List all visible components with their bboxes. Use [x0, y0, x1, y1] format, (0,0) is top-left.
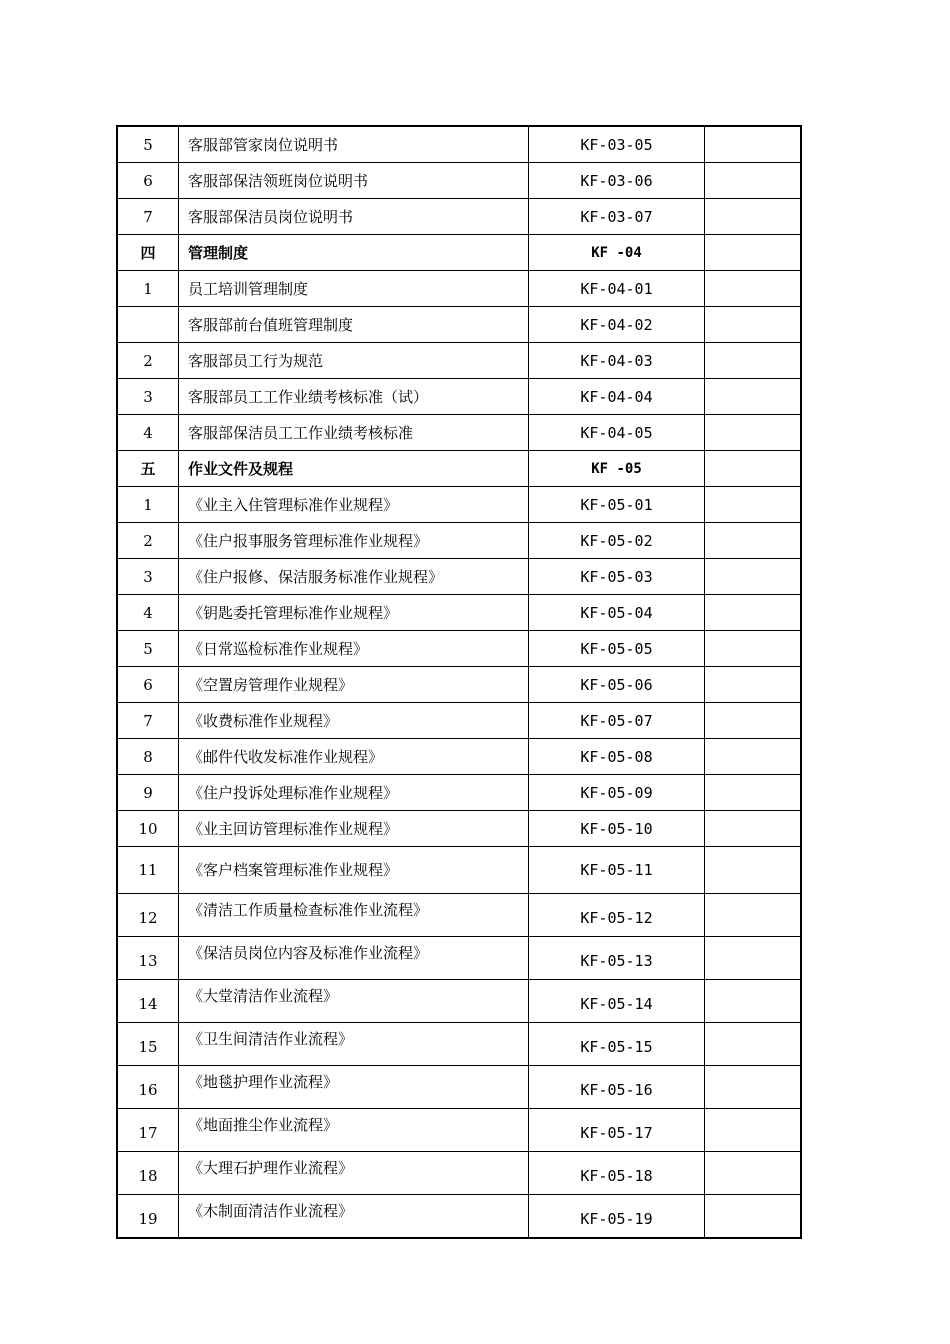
table-row: [117, 415, 801, 451]
row-code: KF -04: [529, 235, 705, 271]
row-number: 11: [117, 847, 179, 894]
row-note: [705, 1066, 802, 1109]
row-title: 《日常巡检标准作业规程》: [179, 631, 529, 667]
row-title: 《邮件代收发标准作业规程》: [179, 739, 529, 775]
row-note: [705, 847, 802, 894]
row-number: 16: [117, 1066, 179, 1109]
row-title: 客服部员工工作业绩考核标准（试）: [179, 379, 529, 415]
row-title: 《业主回访管理标准作业规程》: [179, 811, 529, 847]
table-row: [117, 307, 801, 343]
row-title: 《住户投诉处理标准作业规程》: [179, 775, 529, 811]
row-code: KF-05-10: [529, 811, 705, 847]
row-code: KF-05-11: [529, 847, 705, 894]
row-title: 《住户报事服务管理标准作业规程》: [179, 523, 529, 559]
table-row: [117, 894, 801, 937]
row-note: [705, 559, 802, 595]
row-note: [705, 199, 802, 235]
document-index-table: [116, 125, 802, 1239]
table-row: [117, 271, 801, 307]
row-title: 《地毯护理作业流程》: [179, 1066, 529, 1109]
row-code: KF-05-14: [529, 980, 705, 1023]
row-note: [705, 703, 802, 739]
row-code: KF-05-05: [529, 631, 705, 667]
row-title: 《钥匙委托管理标准作业规程》: [179, 595, 529, 631]
row-number: 10: [117, 811, 179, 847]
row-number: 13: [117, 937, 179, 980]
row-note: [705, 1109, 802, 1152]
row-code: KF-05-02: [529, 523, 705, 559]
row-number: 五: [117, 451, 179, 487]
row-note: [705, 739, 802, 775]
row-title: 客服部保洁员工工作业绩考核标准: [179, 415, 529, 451]
row-title: 《清洁工作质量检查标准作业流程》: [179, 894, 529, 937]
table-row: [117, 199, 801, 235]
row-number: 15: [117, 1023, 179, 1066]
row-title: 《地面推尘作业流程》: [179, 1109, 529, 1152]
row-title: 《卫生间清洁作业流程》: [179, 1023, 529, 1066]
row-note: [705, 1195, 802, 1239]
row-number: [117, 307, 179, 343]
row-title: 客服部前台值班管理制度: [179, 307, 529, 343]
row-note: [705, 980, 802, 1023]
row-note: [705, 126, 802, 163]
table-row: [117, 847, 801, 894]
row-number: 3: [117, 379, 179, 415]
row-number: 2: [117, 523, 179, 559]
row-note: [705, 523, 802, 559]
table-row: [117, 703, 801, 739]
row-title: 《保洁员岗位内容及标准作业流程》: [179, 937, 529, 980]
row-code: KF-05-04: [529, 595, 705, 631]
row-note: [705, 307, 802, 343]
row-number: 4: [117, 415, 179, 451]
row-number: 5: [117, 126, 179, 163]
row-number: 7: [117, 703, 179, 739]
row-note: [705, 894, 802, 937]
row-note: [705, 595, 802, 631]
row-note: [705, 451, 802, 487]
table-row: [117, 523, 801, 559]
row-code: KF-05-03: [529, 559, 705, 595]
row-code: KF-05-07: [529, 703, 705, 739]
table-row: [117, 739, 801, 775]
row-title: 作业文件及规程: [179, 451, 529, 487]
table-row: [117, 1109, 801, 1152]
table-row: [117, 667, 801, 703]
row-title: 员工培训管理制度: [179, 271, 529, 307]
table-row: [117, 379, 801, 415]
row-note: [705, 1152, 802, 1195]
row-note: [705, 667, 802, 703]
row-title: 客服部保洁领班岗位说明书: [179, 163, 529, 199]
row-title: 《住户报修、保洁服务标准作业规程》: [179, 559, 529, 595]
row-note: [705, 487, 802, 523]
row-title: 《木制面清洁作业流程》: [179, 1195, 529, 1239]
row-title: 《大堂清洁作业流程》: [179, 980, 529, 1023]
table-row: [117, 1152, 801, 1195]
row-code: KF-05-12: [529, 894, 705, 937]
row-title: 管理制度: [179, 235, 529, 271]
table-row: [117, 163, 801, 199]
row-note: [705, 379, 802, 415]
row-note: [705, 631, 802, 667]
row-number: 1: [117, 487, 179, 523]
table-row: [117, 631, 801, 667]
row-number: 6: [117, 667, 179, 703]
row-title: 《空置房管理作业规程》: [179, 667, 529, 703]
table-row: [117, 595, 801, 631]
table-row: [117, 937, 801, 980]
row-code: KF-05-09: [529, 775, 705, 811]
row-number: 5: [117, 631, 179, 667]
row-code: KF-03-07: [529, 199, 705, 235]
row-code: KF-05-19: [529, 1195, 705, 1239]
row-note: [705, 937, 802, 980]
table-row: [117, 559, 801, 595]
row-code: KF-05-06: [529, 667, 705, 703]
row-title: 《大理石护理作业流程》: [179, 1152, 529, 1195]
row-number: 9: [117, 775, 179, 811]
row-number: 2: [117, 343, 179, 379]
row-title: 《业主入住管理标准作业规程》: [179, 487, 529, 523]
document-index-body: [117, 126, 801, 1238]
row-note: [705, 163, 802, 199]
row-title: 客服部保洁员岗位说明书: [179, 199, 529, 235]
row-note: [705, 415, 802, 451]
row-title: 客服部员工行为规范: [179, 343, 529, 379]
table-row: [117, 775, 801, 811]
row-number: 6: [117, 163, 179, 199]
table-row: [117, 1066, 801, 1109]
row-number: 四: [117, 235, 179, 271]
row-code: KF-05-13: [529, 937, 705, 980]
table-row: [117, 1195, 801, 1239]
table-row: [117, 343, 801, 379]
section-row: [117, 451, 801, 487]
table-row: [117, 811, 801, 847]
row-note: [705, 235, 802, 271]
row-number: 8: [117, 739, 179, 775]
row-number: 19: [117, 1195, 179, 1239]
row-number: 17: [117, 1109, 179, 1152]
row-code: KF -05: [529, 451, 705, 487]
row-number: 12: [117, 894, 179, 937]
row-title: 《客户档案管理标准作业规程》: [179, 847, 529, 894]
row-code: KF-04-05: [529, 415, 705, 451]
row-code: KF-04-04: [529, 379, 705, 415]
row-code: KF-03-05: [529, 126, 705, 163]
section-row: [117, 235, 801, 271]
row-code: KF-04-02: [529, 307, 705, 343]
row-number: 3: [117, 559, 179, 595]
row-code: KF-05-16: [529, 1066, 705, 1109]
row-note: [705, 1023, 802, 1066]
row-title: 客服部管家岗位说明书: [179, 126, 529, 163]
row-code: KF-05-15: [529, 1023, 705, 1066]
table-row: [117, 1023, 801, 1066]
row-number: 18: [117, 1152, 179, 1195]
row-number: 7: [117, 199, 179, 235]
row-note: [705, 343, 802, 379]
table-row: [117, 980, 801, 1023]
row-code: KF-04-01: [529, 271, 705, 307]
row-code: KF-04-03: [529, 343, 705, 379]
row-note: [705, 811, 802, 847]
row-code: KF-05-17: [529, 1109, 705, 1152]
table-row: [117, 487, 801, 523]
row-code: KF-05-08: [529, 739, 705, 775]
row-number: 14: [117, 980, 179, 1023]
row-number: 4: [117, 595, 179, 631]
row-note: [705, 271, 802, 307]
row-code: KF-03-06: [529, 163, 705, 199]
row-number: 1: [117, 271, 179, 307]
row-title: 《收费标准作业规程》: [179, 703, 529, 739]
row-note: [705, 775, 802, 811]
table-row: [117, 126, 801, 163]
row-code: KF-05-01: [529, 487, 705, 523]
row-code: KF-05-18: [529, 1152, 705, 1195]
